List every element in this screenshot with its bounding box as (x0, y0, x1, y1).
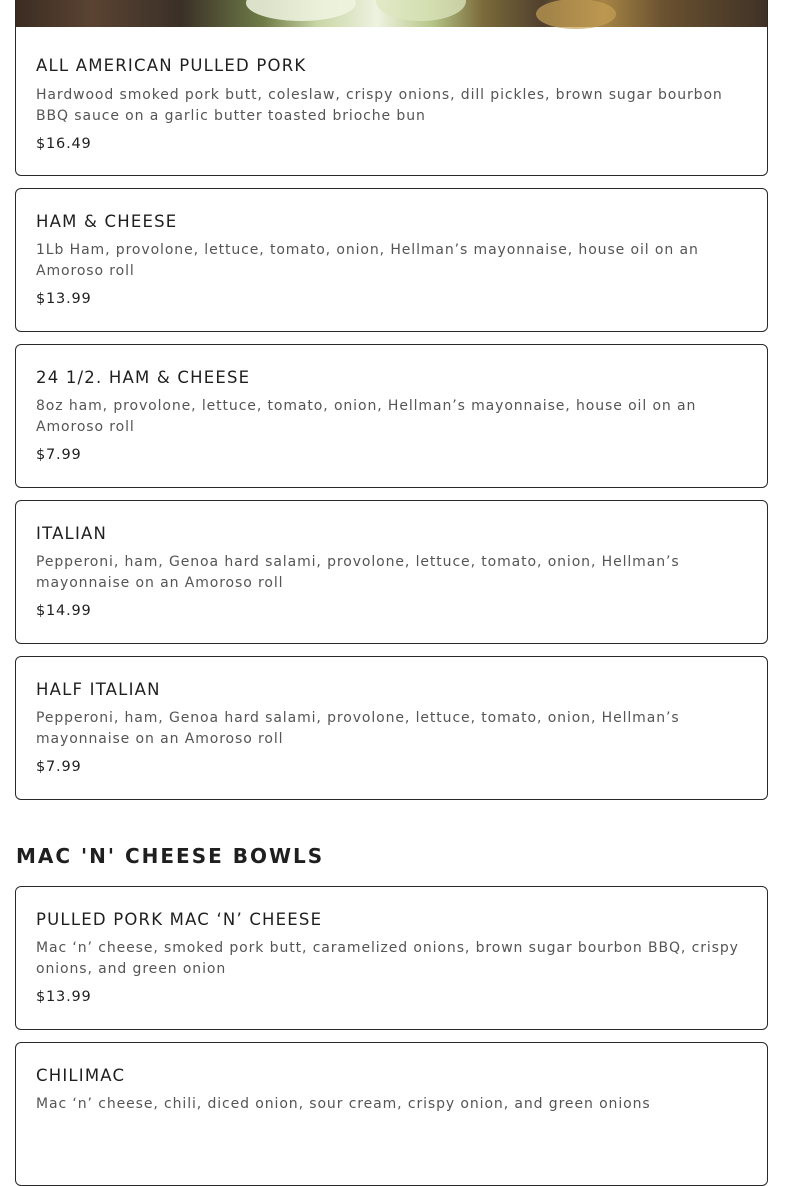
menu-item-price: $16.49 (36, 136, 92, 152)
menu-item-title: CHILIMAC (36, 1066, 126, 1085)
menu-item-price: $14.99 (36, 603, 92, 619)
menu-item-card[interactable] (15, 344, 768, 488)
menu-item-photo (16, 0, 768, 27)
menu-item-description: 8oz ham, provolone, lettuce, tomato, onion, Hellman’s mayonnaise, house oil on an Amoroso roll (36, 398, 697, 435)
menu-item-title: HAM & CHEESE (36, 212, 178, 231)
menu-item-card[interactable] (15, 656, 768, 800)
menu-item-description: Mac ‘n’ cheese, chili, diced onion, sour cream, crispy onion, and green onions (36, 1096, 651, 1112)
menu-item-description: Mac ‘n’ cheese, smoked pork butt, caramelized onions, brown sugar bourbon BBQ, crispy onions, and green onion (36, 940, 739, 977)
menu-item-description: Pepperoni, ham, Genoa hard salami, provolone, lettuce, tomato, onion, Hellman’s mayonnaise on an Amoroso roll (36, 554, 680, 591)
menu-item-title: 24 1/2. HAM & CHEESE (36, 368, 251, 387)
menu-item-price: $7.99 (36, 447, 82, 463)
menu-item-card[interactable] (15, 500, 768, 644)
menu-item-description: 1Lb Ham, provolone, lettuce, tomato, onion, Hellman’s mayonnaise, house oil on an Amoroso roll (36, 242, 699, 279)
menu-item-price: $13.99 (36, 989, 92, 1005)
menu-item-card[interactable] (15, 886, 768, 1030)
menu-item-price: $13.99 (36, 291, 92, 307)
menu-item-title: HALF ITALIAN (36, 680, 161, 699)
menu-item-title: ALL AMERICAN PULLED PORK (36, 56, 307, 75)
section-heading: MAC 'N' CHEESE BOWLS (16, 844, 325, 868)
menu-item-card[interactable] (15, 0, 768, 176)
menu-item-title: ITALIAN (36, 524, 108, 543)
menu-item-card[interactable] (15, 1042, 768, 1186)
menu-item-description: Hardwood smoked pork butt, coleslaw, crispy onions, dill pickles, brown sugar bourbon BBQ sauce on a garlic butter toasted brioche bun (36, 87, 723, 124)
menu-item-title: PULLED PORK MAC ‘N’ CHEESE (36, 910, 323, 929)
menu-item-card[interactable] (15, 188, 768, 332)
menu-item-price: $7.99 (36, 759, 82, 775)
menu-item-description: Pepperoni, ham, Genoa hard salami, provolone, lettuce, tomato, onion, Hellman’s mayonnaise on an Amoroso roll (36, 710, 680, 747)
